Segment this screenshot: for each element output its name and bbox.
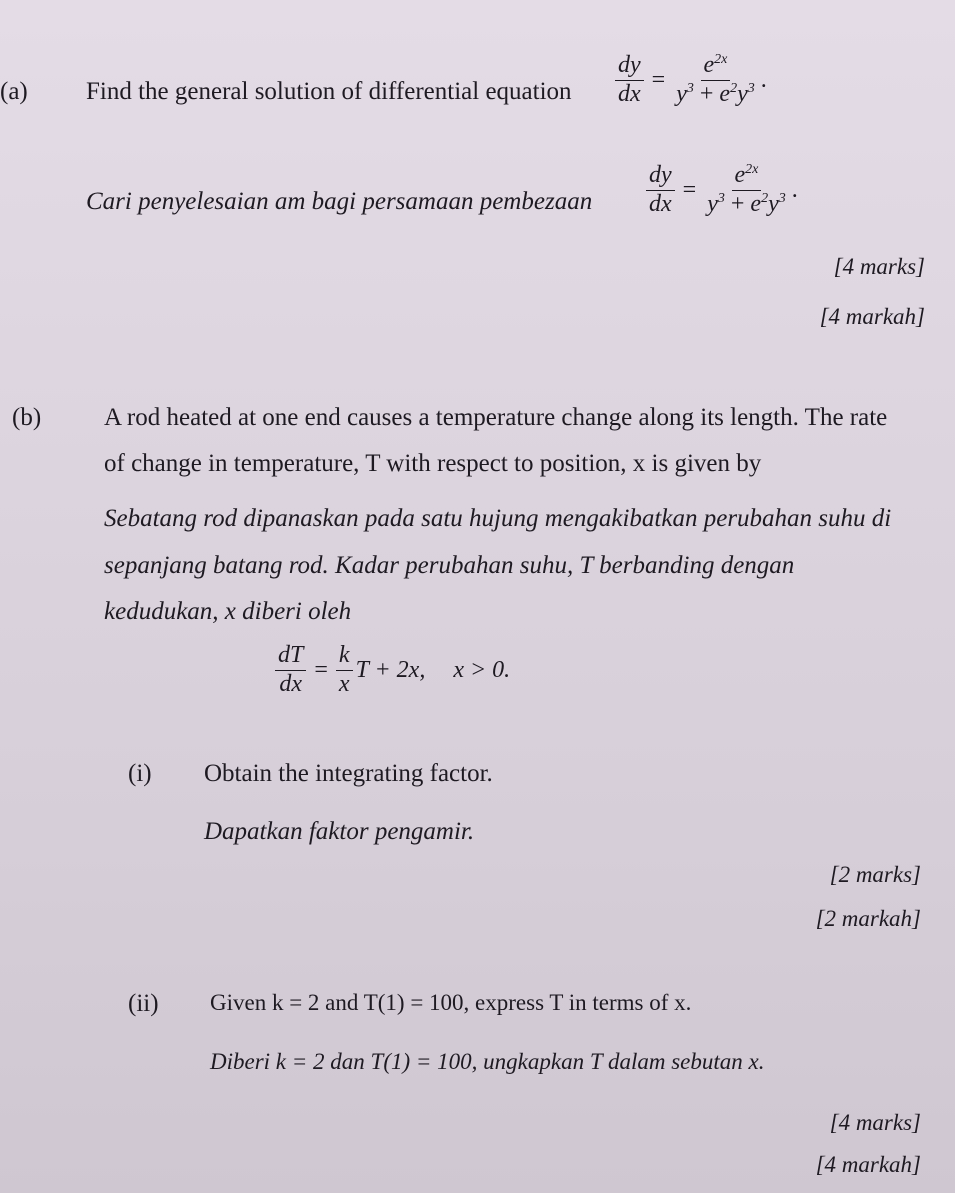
sub-i-text-ms: Dapatkan faktor pengamir.	[204, 818, 475, 845]
sub-i-label: (i)	[128, 760, 152, 787]
part-b-intro-en-line1: A rod heated at one end causes a temperature change along its length. The rate	[104, 404, 888, 431]
dT-dx-fraction: $\frac{dT}{dx}$	[275, 642, 306, 698]
part-a-marks-ms: [4 markah]	[819, 304, 925, 329]
part-b-label: (b)	[12, 404, 42, 431]
part-b-equation: $\frac{dT}{dx}$ = $\frac{k}{x}$ T + 2x, x > 0.	[272, 642, 510, 698]
sub-i-marks-ms: [2 markah]	[815, 906, 921, 931]
sub-ii-label: (ii)	[128, 990, 159, 1017]
part-b-intro-ms-line2: sepanjang batang rod. Kadar perubahan suhu, T berbanding dengan	[104, 552, 795, 579]
part-a-marks-en: [4 marks]	[833, 254, 925, 279]
part-b-intro-ms-line3: kedudukan, x diberi oleh	[104, 598, 352, 625]
sub-ii-marks-en: [4 marks]	[829, 1110, 921, 1135]
part-b-intro-en-line2: of change in temperature, T with respect to position, x is given by	[104, 450, 762, 477]
sub-i-text-en: Obtain the integrating factor.	[204, 760, 493, 787]
sub-ii-marks-ms: [4 markah]	[815, 1152, 921, 1177]
k-over-x-fraction: $\frac{k}{x}$	[336, 642, 353, 698]
part-b-intro-ms-line1: Sebatang rod dipanaskan pada satu hujung mengakibatkan perubahan suhu di	[104, 505, 892, 532]
sub-i-marks-en: [2 marks]	[829, 862, 921, 887]
sub-ii-text-ms: Diberi k = 2 dan T(1) = 100, ungkapkan T dalam sebutan x.	[210, 1049, 765, 1074]
sub-ii-text-en: Given k = 2 and T(1) = 100, express T in terms of x.	[210, 990, 692, 1015]
part-a-equation-ms: $\frac{dy}{dx}$ = $\frac{e^{2x}}{y^3 + e^2y^3}$ .	[643, 162, 798, 218]
part-a-question-ms: Cari penyelesaian am bagi persamaan pembezaan	[86, 188, 593, 215]
part-a-equation-en: $\frac{dy}{dx}$ = $\frac{e^{2x}}{y^3 + e^2y^3}$ .	[612, 52, 767, 108]
dy-dx-fraction: $\frac{dy}{dx}$	[615, 52, 644, 108]
part-a-question-en: Find the general solution of differential equation	[86, 78, 572, 105]
part-a-label: (a)	[0, 78, 28, 105]
rhs-fraction: $\frac{e^{2x}}{y^3 + e^2y^3}$	[676, 52, 755, 107]
